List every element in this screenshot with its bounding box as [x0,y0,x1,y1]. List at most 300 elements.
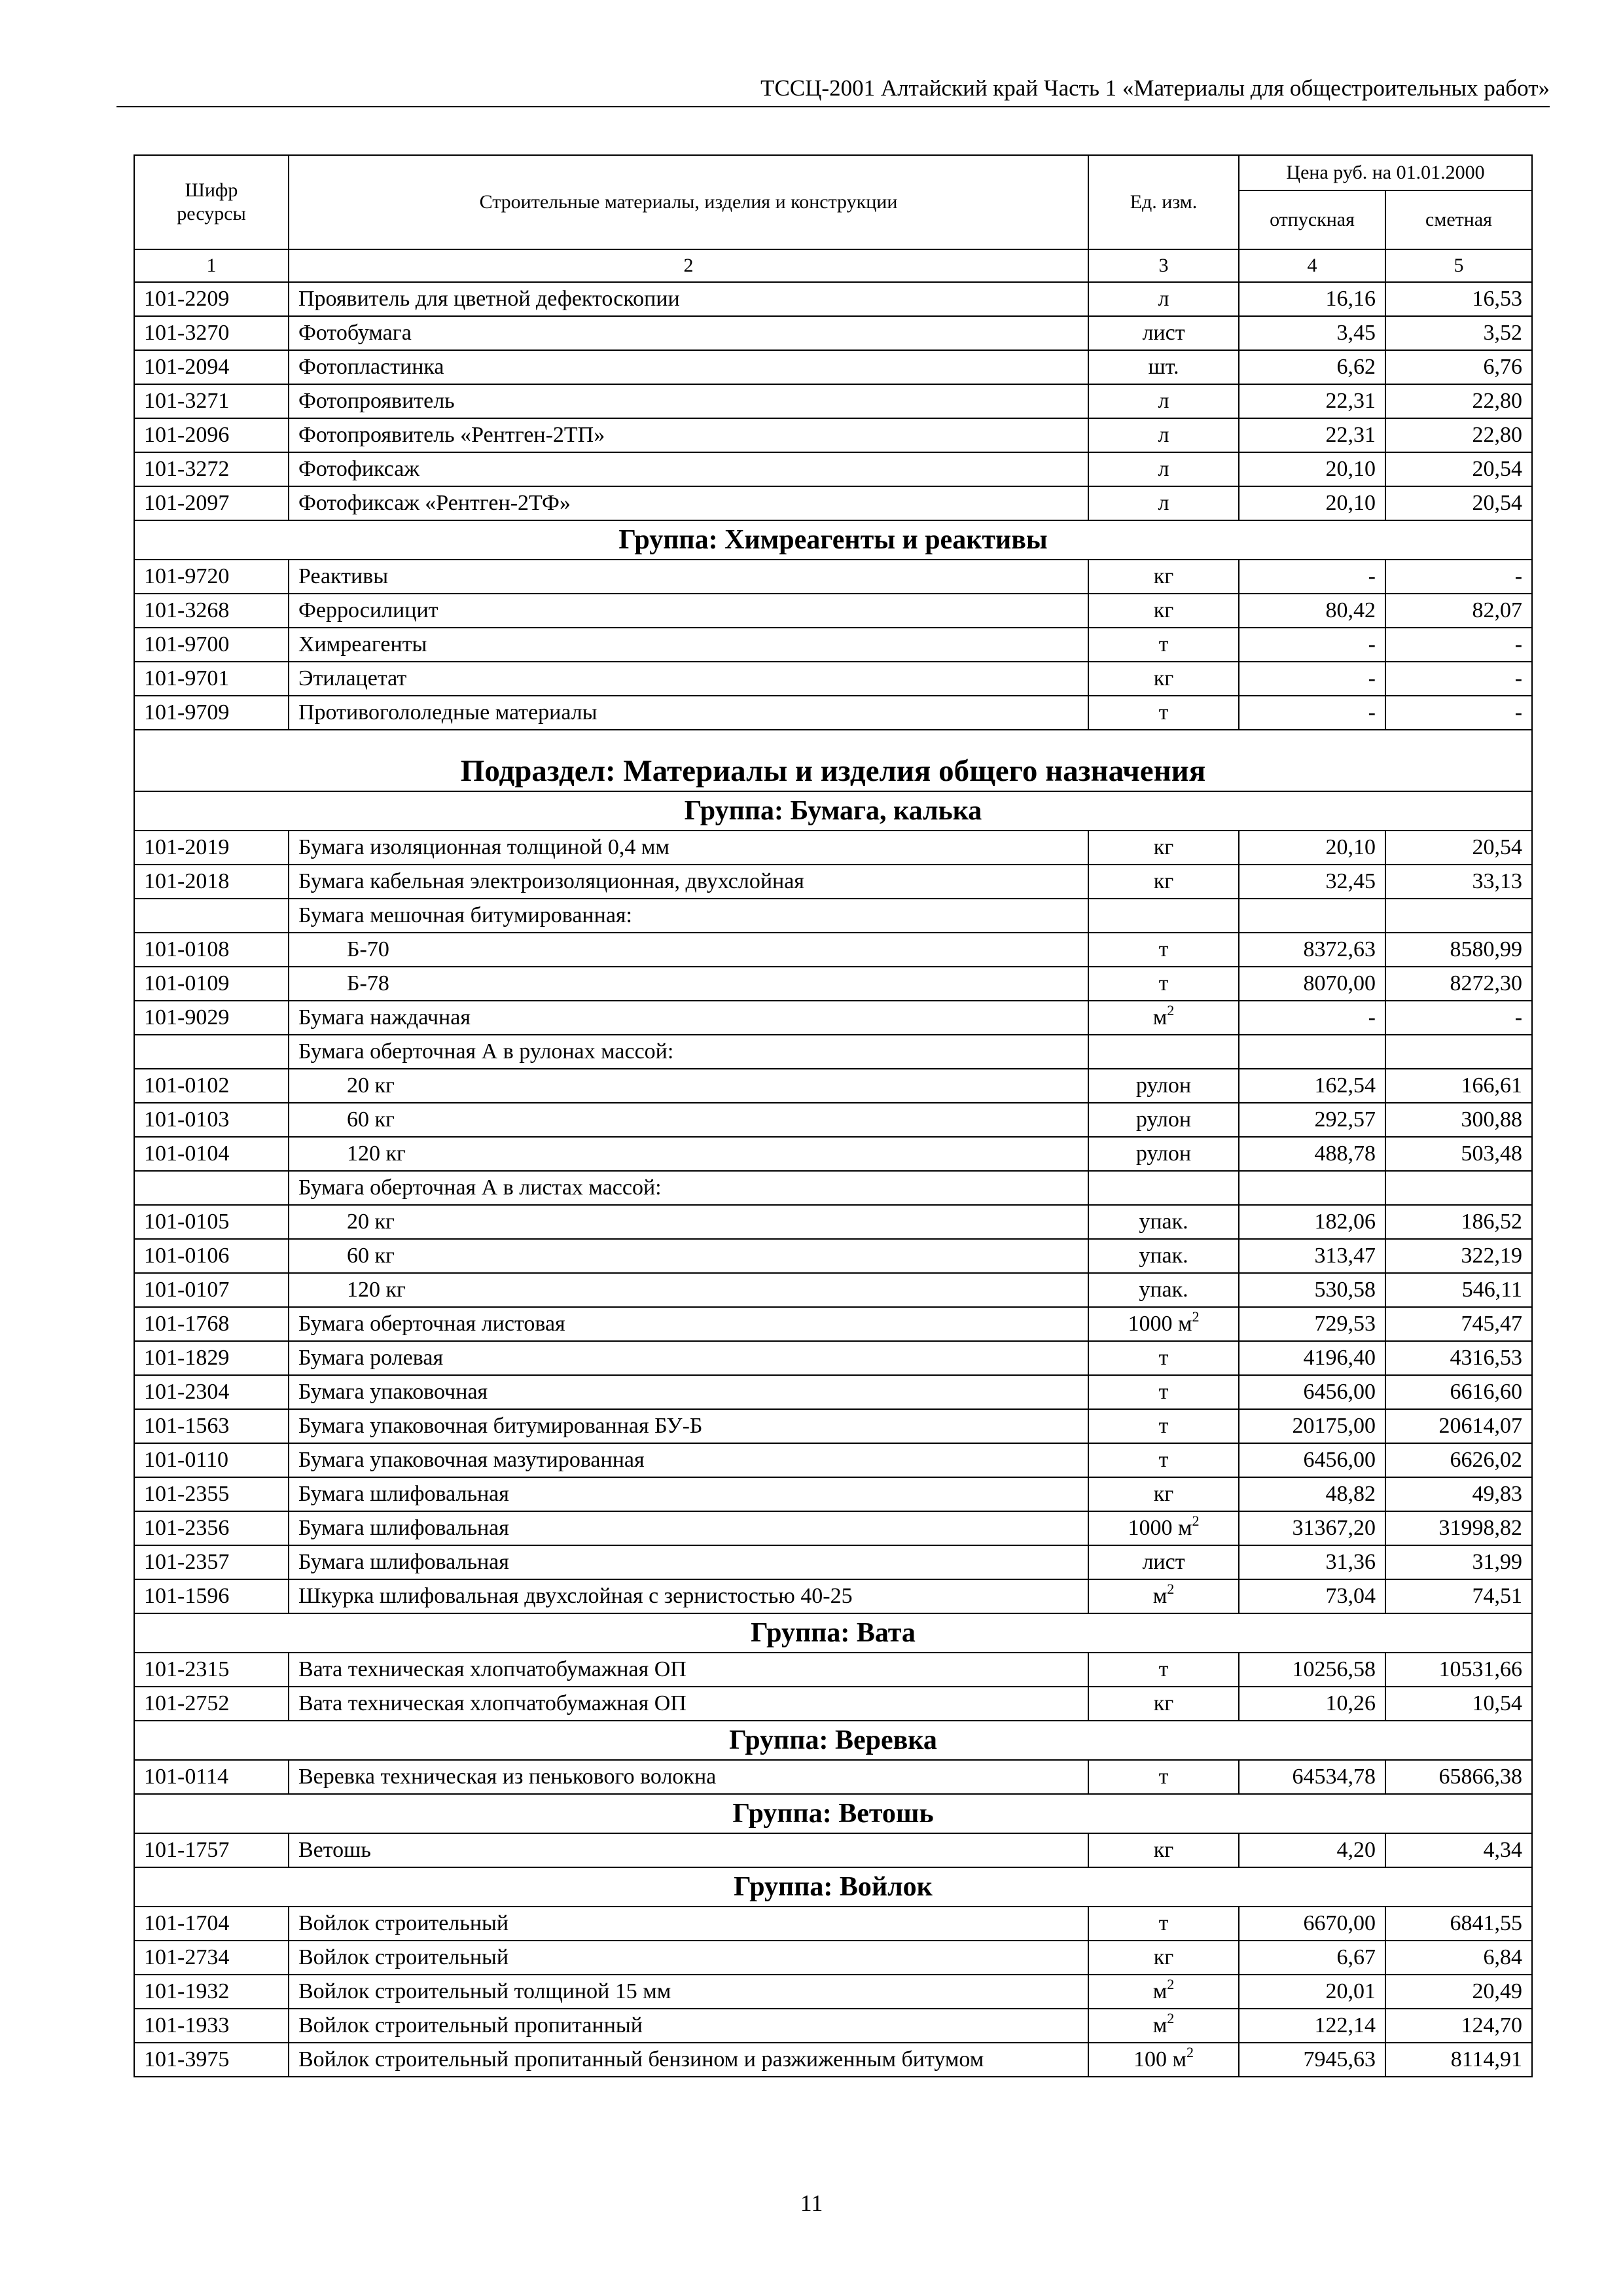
table-row [134,1103,1532,1137]
release-price: 20175,00 [1239,1409,1385,1443]
unit-cell [1088,1975,1239,2009]
unit-text: т [1158,1765,1169,1789]
material-name: Бумага изоляционная толщиной 0,4 мм [289,831,1088,865]
release-price: - [1239,662,1385,696]
price-table [134,154,1533,2077]
unit-cell [1088,1137,1239,1171]
table-row [134,628,1532,662]
unit-cell [1088,418,1239,452]
material-name: Фотопластинка [289,350,1088,384]
header-release: отпускная [1239,190,1385,249]
resource-code: 101-2734 [134,1941,289,1975]
table-row [134,831,1532,865]
material-name: Химреагенты [289,628,1088,662]
unit-cell [1088,1477,1239,1511]
unit-text: л [1158,457,1169,481]
release-price: 313,47 [1239,1239,1385,1273]
release-price: 6456,00 [1239,1443,1385,1477]
material-name: Этилацетат [289,662,1088,696]
column-number: 5 [1385,249,1532,282]
estimate-price: 503,48 [1385,1137,1532,1171]
subheading-name: Бумага оберточная А в листах массой: [289,1171,1088,1205]
material-name: Войлок строительный пропитанный бензином и разжиженным битумом [289,2043,1088,2077]
unit-cell [1088,865,1239,899]
table-row [134,1443,1532,1477]
estimate-price: 6841,55 [1385,1907,1532,1941]
unit-cell [1088,628,1239,662]
empty-cell [1385,1035,1532,1069]
unit-text: рулон [1135,1107,1192,1132]
table-row [134,1137,1532,1171]
unit-text: т [1158,1448,1169,1472]
unit-cell [1088,1511,1239,1545]
group-title: Группа: Бумага, калька [134,791,1532,831]
resource-code: 101-0104 [134,1137,289,1171]
estimate-price: 6626,02 [1385,1443,1532,1477]
material-name: Противогололедные материалы [289,696,1088,730]
material-name: Вата техническая хлопчатобумажная ОП [289,1653,1088,1687]
empty-code-cell [134,899,289,933]
release-price: 20,01 [1239,1975,1385,2009]
material-name: Бумага ролевая [289,1341,1088,1375]
unit-text: т [1158,700,1169,725]
release-price: 6670,00 [1239,1907,1385,1941]
unit-superscript: 2 [1167,1976,1175,1992]
estimate-price: 166,61 [1385,1069,1532,1103]
release-price: 16,16 [1239,282,1385,316]
material-name: Войлок строительный толщиной 15 мм [289,1975,1088,2009]
release-price: 292,57 [1239,1103,1385,1137]
unit-text: рулон [1135,1073,1192,1098]
unit-text: л [1158,491,1169,515]
resource-code: 101-9700 [134,628,289,662]
unit-cell [1088,2043,1239,2077]
release-price: 10,26 [1239,1687,1385,1721]
group-row [134,1867,1532,1907]
table-body [134,282,1532,2077]
estimate-price: 300,88 [1385,1103,1532,1137]
resource-code: 101-1932 [134,1975,289,2009]
unit-cell [1088,1687,1239,1721]
release-price: 22,31 [1239,418,1385,452]
unit-cell [1088,594,1239,628]
subheading-row [134,899,1532,933]
resource-code: 101-1933 [134,2009,289,2043]
release-price: 80,42 [1239,594,1385,628]
table-row [134,1833,1532,1867]
unit-text: лист [1142,1550,1185,1574]
header-code: Шифр ресурсы [134,155,289,249]
unit-cell [1088,282,1239,316]
estimate-price: 31998,82 [1385,1511,1532,1545]
resource-code: 101-2019 [134,831,289,865]
empty-cell [1385,899,1532,933]
resource-code: 101-9720 [134,560,289,594]
empty-cell [1239,1171,1385,1205]
unit-cell [1088,1341,1239,1375]
resource-code: 101-3272 [134,452,289,486]
unit-cell [1088,1239,1239,1273]
estimate-price: - [1385,628,1532,662]
table-row [134,1545,1532,1579]
table-row [134,594,1532,628]
unit-cell [1088,316,1239,350]
material-name: Вата техническая хлопчатобумажная ОП [289,1687,1088,1721]
unit-cell [1088,933,1239,967]
header-estimate: сметная [1385,190,1532,249]
resource-code: 101-1757 [134,1833,289,1867]
material-name: Ветошь [289,1833,1088,1867]
estimate-price: 6616,60 [1385,1375,1532,1409]
group-row [134,520,1532,560]
table-row [134,933,1532,967]
release-price: 8070,00 [1239,967,1385,1001]
unit-cell [1088,1409,1239,1443]
table-row [134,1375,1532,1409]
unit-text: т [1158,937,1169,961]
estimate-price: 20,54 [1385,452,1532,486]
estimate-price: 10531,66 [1385,1653,1532,1687]
table-row [134,2009,1532,2043]
release-price: 6456,00 [1239,1375,1385,1409]
estimate-price: 745,47 [1385,1307,1532,1341]
estimate-price: 6,84 [1385,1941,1532,1975]
material-name: Войлок строительный [289,1941,1088,1975]
table-row [134,1069,1532,1103]
unit-cell [1088,1273,1239,1307]
resource-code: 101-2304 [134,1375,289,1409]
unit-cell [1088,1653,1239,1687]
unit-text: шт. [1148,355,1179,379]
estimate-price: - [1385,662,1532,696]
group-title: Группа: Ветошь [134,1794,1532,1833]
material-name: Б-70 [289,933,1088,967]
resource-code: 101-1829 [134,1341,289,1375]
release-price: 20,10 [1239,486,1385,520]
estimate-price: 33,13 [1385,865,1532,899]
material-name: Фотобумага [289,316,1088,350]
unit-text: т [1158,971,1169,996]
estimate-price: 65866,38 [1385,1760,1532,1794]
estimate-price: 49,83 [1385,1477,1532,1511]
estimate-price: 20614,07 [1385,1409,1532,1443]
empty-cell [1088,1171,1239,1205]
release-price: 6,62 [1239,350,1385,384]
unit-text: т [1158,1414,1169,1438]
subheading-name: Бумага мешочная битумированная: [289,899,1088,933]
unit-text: т [1158,1657,1169,1681]
unit-cell [1088,1545,1239,1579]
table-row [134,486,1532,520]
material-name: Войлок строительный [289,1907,1088,1941]
table-row [134,1341,1532,1375]
running-header: ТССЦ-2001 Алтайский край Часть 1 «Материалы для общестроительных работ» [116,72,1550,107]
estimate-price: 322,19 [1385,1239,1532,1273]
material-name: Бумага кабельная электроизоляционная, двухслойная [289,865,1088,899]
estimate-price: - [1385,1001,1532,1035]
resource-code: 101-9701 [134,662,289,696]
unit-text: т [1158,1346,1169,1370]
unit-text: упак. [1139,1278,1188,1302]
estimate-price: 22,80 [1385,418,1532,452]
resource-code: 101-2018 [134,865,289,899]
table-row [134,865,1532,899]
column-numbers-row [134,249,1532,282]
column-number: 1 [134,249,289,282]
resource-code: 101-2097 [134,486,289,520]
header-name: Строительные материалы, изделия и конструкции [289,155,1088,249]
unit-text: л [1158,287,1169,311]
material-name: Бумага упаковочная мазутированная [289,1443,1088,1477]
group-title: Группа: Веревка [134,1721,1532,1760]
material-name: Бумага упаковочная битумированная БУ-Б [289,1409,1088,1443]
table-row [134,2043,1532,2077]
material-name: Фотофиксаж «Рентген-2ТФ» [289,486,1088,520]
table-row [134,696,1532,730]
unit-text: кг [1153,835,1174,859]
table-row [134,1760,1532,1794]
column-number: 3 [1088,249,1239,282]
table-row [134,1941,1532,1975]
unit-text: кг [1153,1482,1174,1506]
unit-cell [1088,1103,1239,1137]
release-price: - [1239,560,1385,594]
unit-text: л [1158,423,1169,447]
unit-cell [1088,696,1239,730]
resource-code: 101-0109 [134,967,289,1001]
empty-cell [1239,899,1385,933]
estimate-price: 82,07 [1385,594,1532,628]
resource-code: 101-0114 [134,1760,289,1794]
unit-text: кг [1153,1945,1174,1969]
unit-cell [1088,1069,1239,1103]
unit-text: т [1158,1380,1169,1404]
release-price: 73,04 [1239,1579,1385,1613]
estimate-price: 16,53 [1385,282,1532,316]
release-price: 22,31 [1239,384,1385,418]
estimate-price: 10,54 [1385,1687,1532,1721]
subheading-name: Бумага оберточная А в рулонах массой: [289,1035,1088,1069]
unit-cell [1088,2009,1239,2043]
unit-cell [1088,831,1239,865]
material-name: Бумага шлифовальная [289,1511,1088,1545]
unit-cell [1088,1205,1239,1239]
release-price: 8372,63 [1239,933,1385,967]
unit-superscript: 2 [1167,1581,1175,1597]
release-price: 7945,63 [1239,2043,1385,2077]
material-name: Фотопроявитель [289,384,1088,418]
empty-code-cell [134,1035,289,1069]
unit-text: 100 м [1133,2047,1186,2072]
empty-cell [1239,1035,1385,1069]
material-name: Бумага шлифовальная [289,1477,1088,1511]
material-name: 60 кг [289,1103,1088,1137]
group-row [134,1794,1532,1833]
unit-cell [1088,384,1239,418]
resource-code: 101-0108 [134,933,289,967]
unit-text: л [1158,389,1169,413]
material-name: Реактивы [289,560,1088,594]
release-price: - [1239,696,1385,730]
resource-code: 101-0105 [134,1205,289,1239]
estimate-price: 8114,91 [1385,2043,1532,2077]
material-name: Проявитель для цветной дефектоскопии [289,282,1088,316]
resource-code: 101-1563 [134,1409,289,1443]
unit-cell [1088,1001,1239,1035]
resource-code: 101-0106 [134,1239,289,1273]
table-row [134,1579,1532,1613]
table-row [134,560,1532,594]
estimate-price: 124,70 [1385,2009,1532,2043]
resource-code: 101-2209 [134,282,289,316]
release-price: 162,54 [1239,1069,1385,1103]
resource-code: 101-0102 [134,1069,289,1103]
group-row [134,791,1532,831]
table-row [134,1001,1532,1035]
estimate-price: 20,49 [1385,1975,1532,2009]
material-name: Фотофиксаж [289,452,1088,486]
unit-cell [1088,1760,1239,1794]
header-price: Цена руб. на 01.01.2000 [1239,155,1532,190]
material-name: Фотопроявитель «Рентген-2ТП» [289,418,1088,452]
unit-text: м [1152,2013,1168,2037]
table-row [134,1239,1532,1273]
table-row [134,282,1532,316]
unit-text: кг [1153,564,1174,588]
empty-code-cell [134,1171,289,1205]
resource-code: 101-2096 [134,418,289,452]
column-number: 2 [289,249,1088,282]
unit-superscript: 2 [1186,2044,1194,2060]
release-price: 4,20 [1239,1833,1385,1867]
unit-text: т [1158,632,1169,656]
group-row [134,1613,1532,1653]
unit-superscript: 2 [1192,1308,1200,1325]
unit-cell [1088,1907,1239,1941]
page-number: 11 [800,2190,823,2216]
estimate-price: 8272,30 [1385,967,1532,1001]
resource-code: 101-2355 [134,1477,289,1511]
release-price: 530,58 [1239,1273,1385,1307]
material-name: Ферросилицит [289,594,1088,628]
resource-code: 101-1768 [134,1307,289,1341]
release-price: 122,14 [1239,2009,1385,2043]
material-name: Б-78 [289,967,1088,1001]
unit-superscript: 2 [1167,1002,1175,1018]
material-name: Шкурка шлифовальная двухслойная с зернистостью 40-25 [289,1579,1088,1613]
resource-code: 101-2357 [134,1545,289,1579]
unit-text: т [1158,1911,1169,1935]
table-row [134,1975,1532,2009]
estimate-price: 74,51 [1385,1579,1532,1613]
release-price: 488,78 [1239,1137,1385,1171]
estimate-price: 8580,99 [1385,933,1532,967]
estimate-price: 4,34 [1385,1833,1532,1867]
unit-text: кг [1153,666,1174,691]
material-name: 120 кг [289,1137,1088,1171]
unit-cell [1088,452,1239,486]
release-price: 20,10 [1239,452,1385,486]
material-name: 60 кг [289,1239,1088,1273]
material-name: Войлок строительный пропитанный [289,2009,1088,2043]
unit-cell [1088,486,1239,520]
table-row [134,1653,1532,1687]
material-name: 20 кг [289,1069,1088,1103]
group-title: Группа: Химреагенты и реактивы [134,520,1532,560]
unit-text: м [1152,1005,1168,1030]
release-price: 3,45 [1239,316,1385,350]
material-name: Бумага шлифовальная [289,1545,1088,1579]
unit-text: м [1152,1584,1168,1608]
unit-text: кг [1153,869,1174,893]
empty-cell [1088,1035,1239,1069]
resource-code: 101-9709 [134,696,289,730]
table-row [134,1273,1532,1307]
unit-text: м [1152,1979,1168,2003]
table-row [134,384,1532,418]
unit-text: кг [1153,598,1174,622]
header-unit: Ед. изм. [1088,155,1239,249]
material-name: 120 кг [289,1273,1088,1307]
unit-cell [1088,1833,1239,1867]
table-row [134,1409,1532,1443]
subheading-row [134,1035,1532,1069]
unit-text: 1000 м [1128,1516,1192,1540]
estimate-price: 22,80 [1385,384,1532,418]
resource-code: 101-3975 [134,2043,289,2077]
table-row [134,1907,1532,1941]
estimate-price: 4316,53 [1385,1341,1532,1375]
unit-text: рулон [1135,1141,1192,1166]
table-row [134,418,1532,452]
group-row [134,1721,1532,1760]
release-price: 20,10 [1239,831,1385,865]
resource-code: 101-2315 [134,1653,289,1687]
group-title: Группа: Войлок [134,1867,1532,1907]
estimate-price: - [1385,560,1532,594]
material-name: Бумага наждачная [289,1001,1088,1035]
release-price: 10256,58 [1239,1653,1385,1687]
release-price: 31,36 [1239,1545,1385,1579]
resource-code: 101-9029 [134,1001,289,1035]
table-row [134,452,1532,486]
table-row [134,967,1532,1001]
resource-code: 101-2356 [134,1511,289,1545]
column-number: 4 [1239,249,1385,282]
material-name: 20 кг [289,1205,1088,1239]
estimate-price: 186,52 [1385,1205,1532,1239]
unit-cell [1088,1941,1239,1975]
table-row [134,1307,1532,1341]
table-row [134,1511,1532,1545]
table-row [134,350,1532,384]
resource-code: 101-2094 [134,350,289,384]
estimate-price: 31,99 [1385,1545,1532,1579]
resource-code: 101-0107 [134,1273,289,1307]
unit-cell [1088,967,1239,1001]
estimate-price: 6,76 [1385,350,1532,384]
material-name: Бумага упаковочная [289,1375,1088,1409]
empty-cell [1088,899,1239,933]
unit-cell [1088,560,1239,594]
table-row [134,662,1532,696]
resource-code: 101-3268 [134,594,289,628]
estimate-price: 20,54 [1385,486,1532,520]
estimate-price: 3,52 [1385,316,1532,350]
unit-text: лист [1142,321,1185,345]
subsection-title: Подраздел: Материалы и изделия общего назначения [134,730,1532,791]
subsection-row [134,730,1532,791]
